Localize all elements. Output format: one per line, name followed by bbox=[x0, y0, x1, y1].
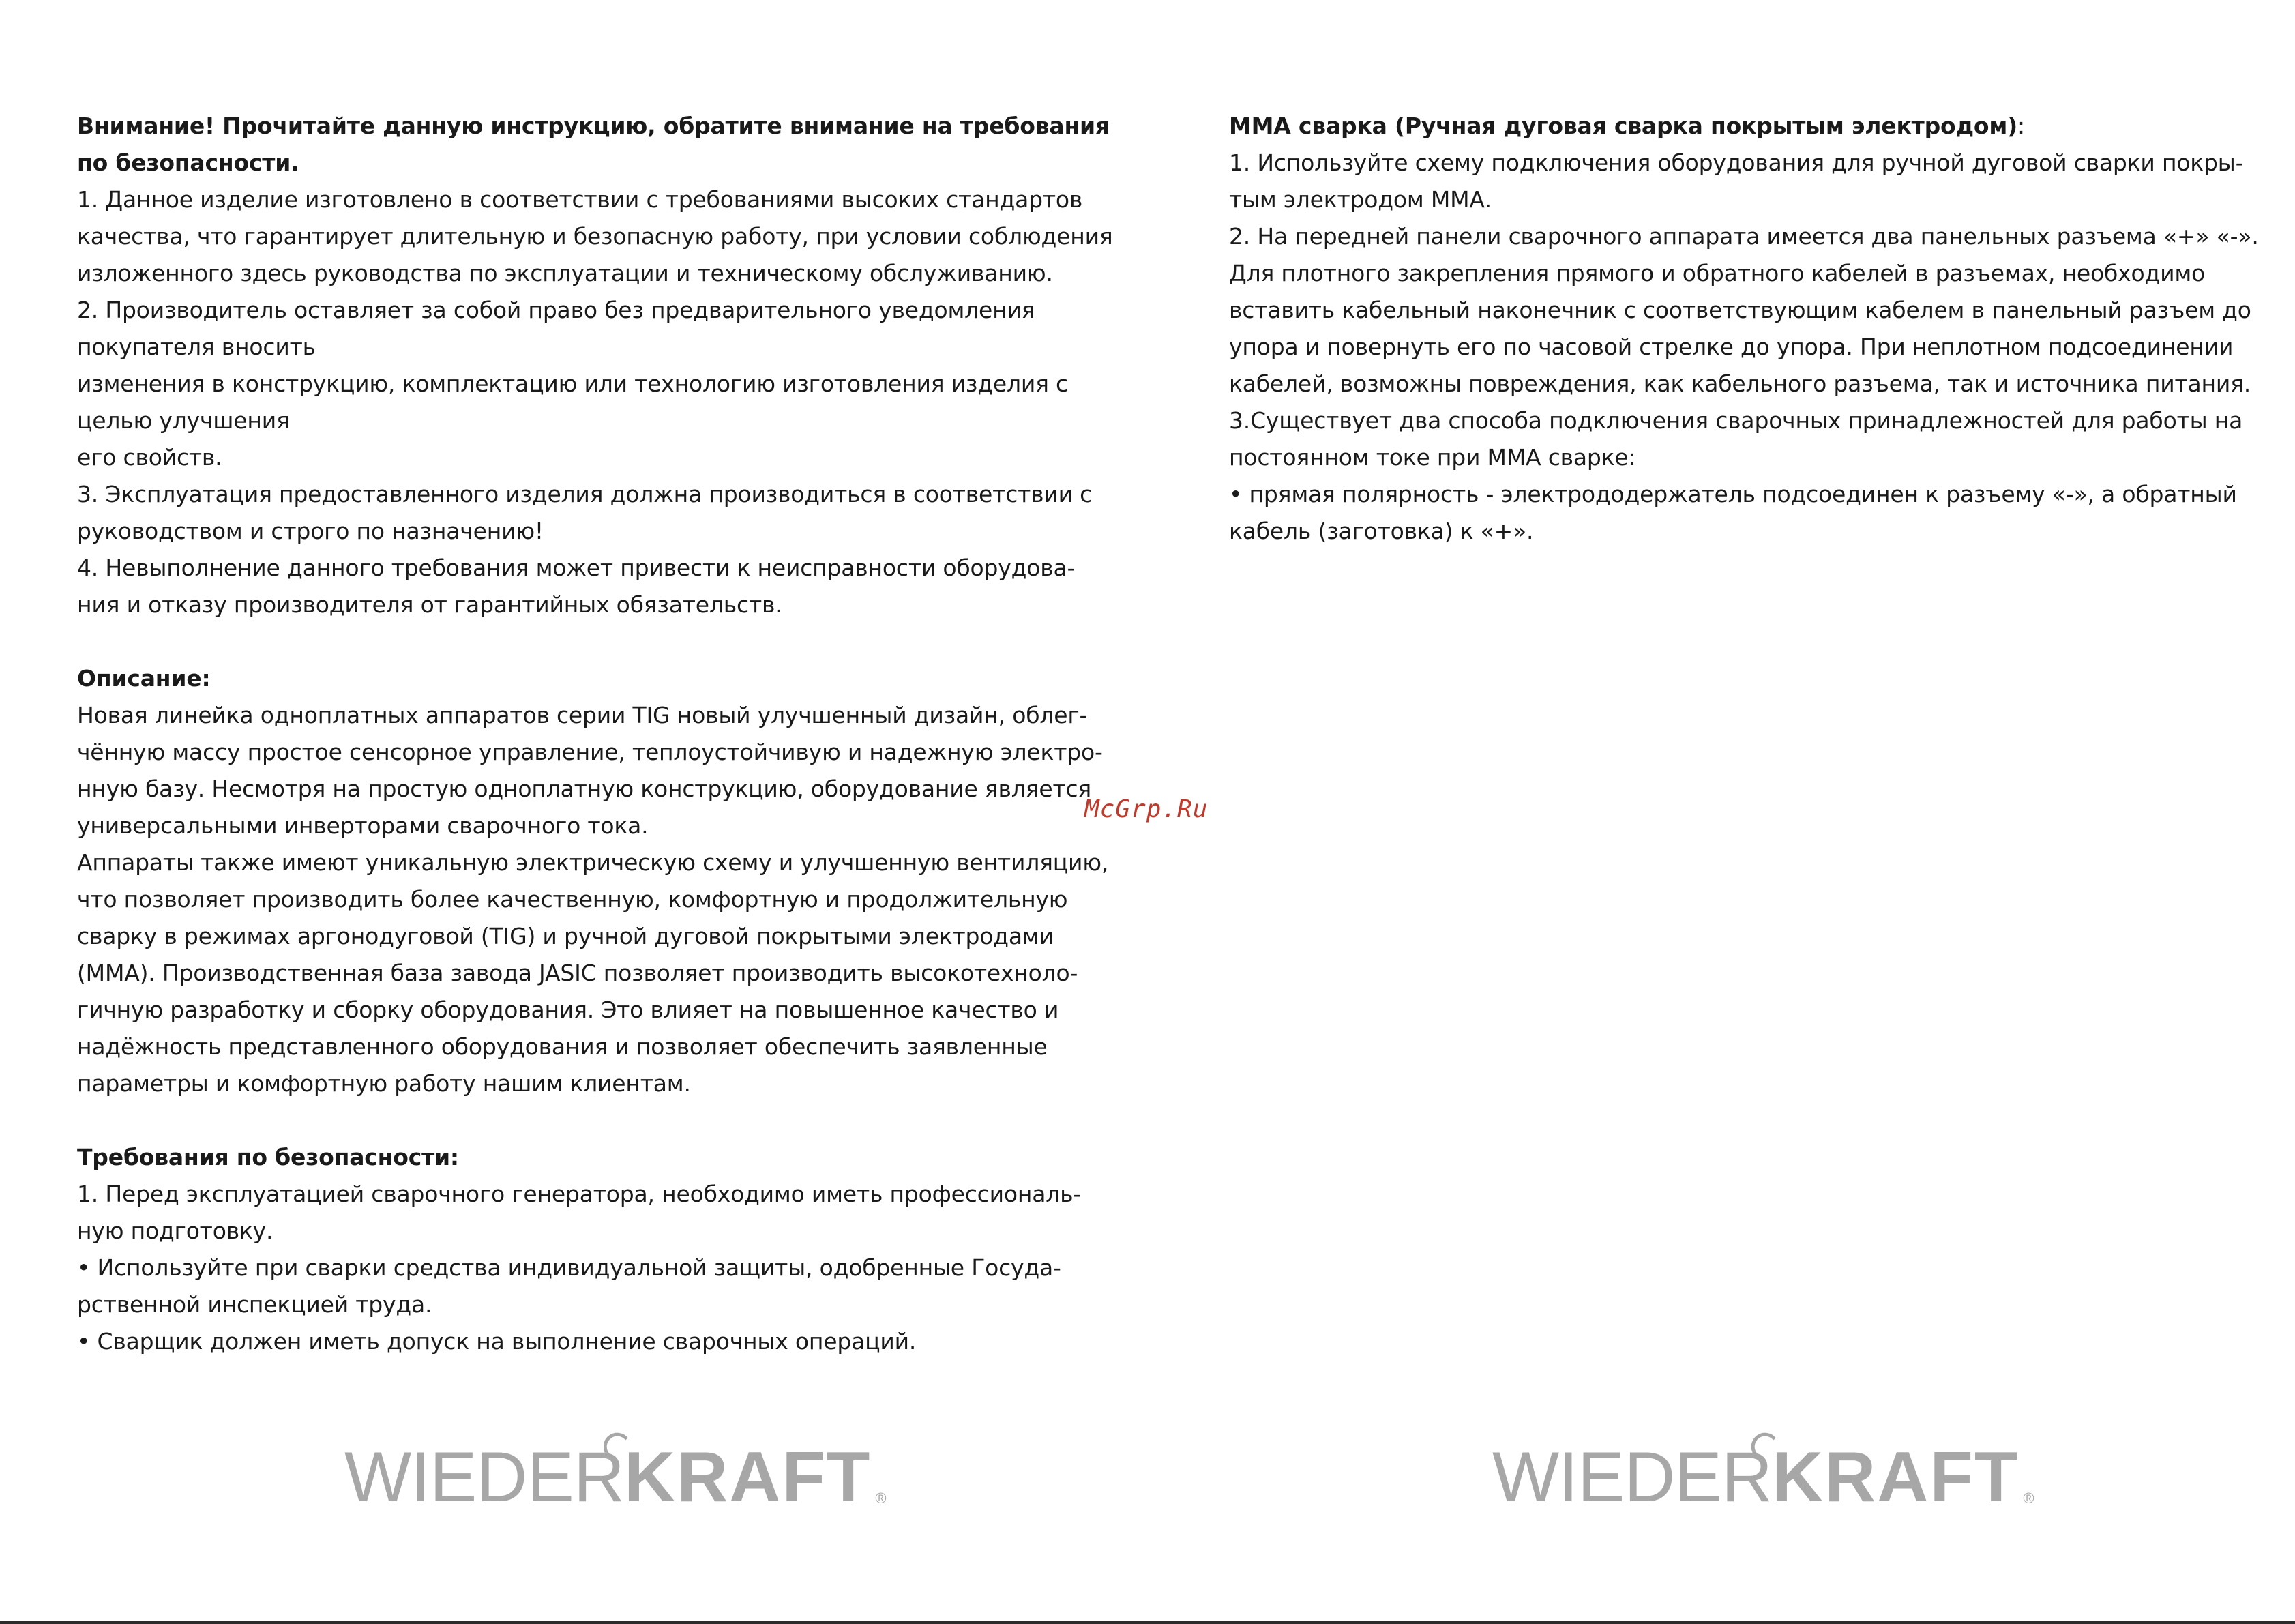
safety-line: • Сварщик должен иметь допуск на выполнение сварочных операций. bbox=[77, 1328, 917, 1355]
left-column bbox=[77, 108, 1113, 1360]
warning-line: 1. Данное изделие изготовлено в соответствии с требованиями высоких стандартов bbox=[77, 186, 1083, 213]
warning-line: изменения в конструкцию, комплектацию или технологию изготовления изделия с bbox=[77, 370, 1068, 397]
warning-line: целью улучшения bbox=[77, 407, 290, 434]
mma-line: упора и повернуть его по часовой стрелке до упора. При неплотном подсоединении bbox=[1229, 334, 2234, 360]
mma-title-colon: : bbox=[2017, 113, 2025, 139]
description-line: надёжность представленного оборудования и позволяет обеспечить заявленные bbox=[77, 1033, 1048, 1060]
description-line: нную базу. Несмотря на простую одноплатную конструкцию, оборудование является bbox=[77, 776, 1092, 802]
mma-line: кабелей, возможны повреждения, как кабельного разъема, так и источника питания. bbox=[1229, 370, 2251, 397]
mma-line: 1. Используйте схему подключения оборудования для ручной дуговой сварки покры- bbox=[1229, 149, 2244, 176]
watermark: McGrp.Ru bbox=[1084, 795, 1209, 823]
mma-line: тым электродом ММА. bbox=[1229, 186, 1492, 213]
logo-kraft: KRAFT bbox=[624, 1438, 872, 1517]
logo-kraft: KRAFT bbox=[1772, 1438, 2019, 1517]
warning-line: качества, что гарантирует длительную и безопасную работу, при условии соблюдения bbox=[77, 223, 1113, 250]
brand-logo-left bbox=[344, 1438, 887, 1517]
description-line: Аппараты также имеют уникальную электрическую схему и улучшенную вентиляцию, bbox=[77, 849, 1109, 876]
warning-line: 3. Эксплуатация предоставленного изделия должна производиться в соответствии с bbox=[77, 481, 1093, 507]
logo-arc-icon bbox=[604, 1431, 631, 1458]
safety-line: ную подготовку. bbox=[77, 1217, 273, 1244]
safety-line: 1. Перед эксплуатацией сварочного генератора, необходимо иметь профессиональ- bbox=[77, 1181, 1082, 1207]
bottom-border bbox=[0, 1621, 2295, 1624]
warning-line: изложенного здесь руководства по эксплуатации и техническому обслуживанию. bbox=[77, 260, 1053, 286]
safety-line: • Используйте при сварки средства индивидуальной защиты, одобренные Госуда- bbox=[77, 1254, 1061, 1281]
mma-line: • прямая полярность - электрододержатель подсоединен к разъему «-», а обратный bbox=[1229, 481, 2237, 507]
warning-line: его свойств. bbox=[77, 444, 222, 471]
logo-arc-icon bbox=[1751, 1431, 1779, 1458]
mma-line: Для плотного закрепления прямого и обратного кабелей в разъемах, необходимо bbox=[1229, 260, 2206, 286]
warning-line: ния и отказу производителя от гарантийных обязательств. bbox=[77, 591, 782, 618]
warning-title: Внимание! Прочитайте данную инструкцию, обратите внимание на требования bbox=[77, 113, 1110, 139]
safety-title: Требования по безопасности: bbox=[77, 1144, 459, 1170]
right-column bbox=[1229, 108, 2259, 550]
warning-line: 2. Производитель оставляет за собой право без предварительного уведомления bbox=[77, 297, 1035, 323]
warning-line: 4. Невыполнение данного требования может привести к неисправности оборудова- bbox=[77, 555, 1076, 581]
brand-logo-right bbox=[1492, 1438, 2034, 1517]
description-line: (MMA). Производственная база завода JASIC позволяет производить высокотехноло- bbox=[77, 960, 1078, 986]
description-line: универсальными инверторами сварочного тока. bbox=[77, 812, 649, 839]
mma-line: кабель (заготовка) к «+». bbox=[1229, 518, 1534, 544]
paragraph-gap bbox=[77, 1102, 1100, 1139]
warning-title-cont: по безопасности. bbox=[77, 149, 299, 176]
description-line: сварку в режимах аргонодуговой (TIG) и ручной дуговой покрытыми электродами bbox=[77, 923, 1054, 949]
mma-line: вставить кабельный наконечник с соответствующим кабелем в панельный разъем до bbox=[1229, 297, 2251, 323]
logo-registered: ® bbox=[875, 1490, 887, 1507]
description-line: чённую массу простое сенсорное управление, теплоустойчивую и надежную электро- bbox=[77, 739, 1103, 765]
mma-title: MMA сварка (Ручная дуговая сварка покрытым электродом) bbox=[1229, 113, 2018, 139]
paragraph-gap bbox=[77, 623, 1100, 660]
logo-wieder: WIEDER bbox=[344, 1442, 624, 1513]
description-line: параметры и комфортную работу нашим клиентам. bbox=[77, 1070, 691, 1097]
mma-line: 2. На передней панели сварочного аппарата имеется два панельных разъема «+» «-». bbox=[1229, 223, 2259, 250]
logo-wieder: WIEDER bbox=[1492, 1442, 1772, 1513]
description-line: Новая линейка одноплатных аппаратов серии TIG новый улучшенный дизайн, облег- bbox=[77, 702, 1088, 728]
warning-line: покупателя вносить bbox=[77, 334, 316, 360]
mma-heading bbox=[1229, 108, 2259, 145]
safety-line: рственной инспекцией труда. bbox=[77, 1291, 432, 1318]
mma-line: постоянном токе при ММА сварке: bbox=[1229, 444, 1636, 471]
warning-line: руководством и строго по назначению! bbox=[77, 518, 544, 544]
description-title: Описание: bbox=[77, 665, 211, 692]
description-line: что позволяет производить более качественную, комфортную и продолжительную bbox=[77, 886, 1068, 913]
description-line: гичную разработку и сборку оборудования. Это влияет на повышенное качество и bbox=[77, 996, 1059, 1023]
logo-registered: ® bbox=[2023, 1490, 2034, 1507]
mma-line: 3.Существует два способа подключения сварочных принадлежностей для работы на bbox=[1229, 407, 2243, 434]
